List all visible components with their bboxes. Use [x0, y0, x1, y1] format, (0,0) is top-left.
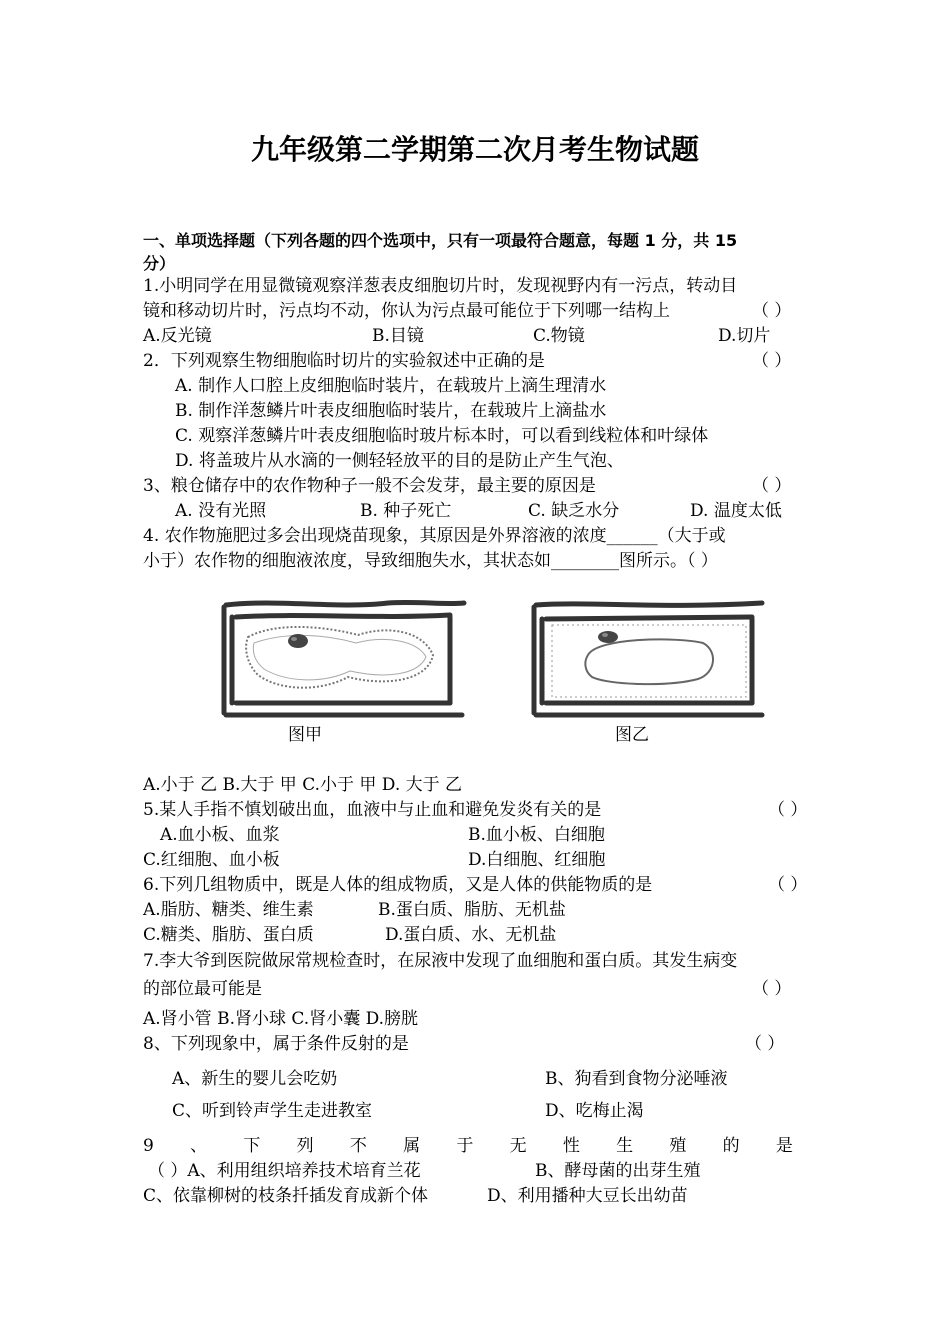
q8-option-d: D、吃梅止渴	[545, 1101, 644, 1121]
page-title: 九年级第二学期第二次月考生物试题	[250, 133, 699, 166]
q5-option-c: C.红细胞、血小板	[143, 850, 280, 870]
figure-label-right: 图乙	[615, 725, 649, 745]
q2-option-d: D. 将盖玻片从水滴的一侧轻轻放平的目的是防止产生气泡、	[175, 451, 624, 471]
q9-char: 是	[775, 1136, 793, 1156]
q2-option-b: B. 制作洋葱鳞片叶表皮细胞临时装片，在载玻片上滴盐水	[175, 401, 607, 421]
q2-option-c: C. 观察洋葱鳞片叶表皮细胞临时玻片标本时，可以看到线粒体和叶绿体	[175, 426, 709, 446]
figure-cell-plasmolysis-right	[528, 595, 768, 720]
q9-option-a: （ ）A、利用组织培养技术培育兰花	[148, 1161, 421, 1181]
q9-char: 不	[349, 1136, 367, 1156]
q8-option-a: A、新生的婴儿会吃奶	[172, 1069, 338, 1089]
q9-option-d: D、利用播种大豆长出幼苗	[487, 1186, 688, 1206]
q9-char: 的	[722, 1136, 740, 1156]
q9-char: 无	[509, 1136, 527, 1156]
q3-answer-bracket: （ ）	[752, 476, 792, 496]
q9-char: 9	[143, 1136, 154, 1156]
q1-stem-cont: 镜和移动切片时，污点均不动，你认为污点最可能位于下列哪一结构上	[143, 301, 670, 321]
q5-stem: 5.某人手指不慎划破出血，血液中与止血和避免发炎有关的是	[143, 800, 602, 820]
q1-stem: 1.小明同学在用显微镜观察洋葱表皮细胞切片时，发现视野内有一污点，转动目	[143, 276, 738, 296]
figure-cell-plasmolysis-left	[218, 595, 468, 720]
q4-stem-cont: 小于）农作物的细胞液浓度，导致细胞失水，其状态如________图所示。（ ）	[143, 551, 718, 571]
q6-option-d: D.蛋白质、水、无机盐	[385, 925, 557, 945]
q9-char: 列	[296, 1136, 314, 1156]
q2-option-a: A. 制作人口腔上皮细胞临时装片，在载玻片上滴生理清水	[175, 376, 607, 396]
q9-option-b: B、酵母菌的出芽生殖	[535, 1161, 701, 1181]
q1-option-d: D.切片	[718, 326, 771, 346]
q7-stem-cont: 的部位最可能是	[143, 979, 262, 999]
q5-option-a: A.血小板、血浆	[160, 825, 280, 845]
q9-option-c: C、依靠柳树的枝条扦插发育成新个体	[143, 1186, 429, 1206]
q1-option-a: A.反光镜	[143, 326, 212, 346]
q9-char: 生	[616, 1136, 634, 1156]
figure-label-left: 图甲	[288, 725, 322, 745]
q6-answer-bracket: （ ）	[768, 875, 808, 895]
q5-option-b: B.血小板、白细胞	[468, 825, 605, 845]
q4-options: A.小于 乙 B.大于 甲 C.小于 甲 D. 大于 乙	[143, 775, 463, 795]
q2-answer-bracket: （ ）	[752, 351, 792, 371]
q9-char: 下	[243, 1136, 261, 1156]
q7-answer-bracket: （ ）	[752, 979, 792, 999]
q8-option-b: B、狗看到食物分泌唾液	[545, 1069, 728, 1089]
q6-option-a: A.脂肪、糖类、维生素	[143, 900, 314, 920]
q1-option-b: B.目镜	[372, 326, 424, 346]
q9-char: 殖	[669, 1136, 687, 1156]
q8-answer-bracket: （ ）	[745, 1034, 785, 1054]
q7-options: A.肾小管 B.肾小球 C.肾小囊 D.膀胱	[143, 1009, 419, 1029]
q6-option-c: C.糖类、脂肪、蛋白质	[143, 925, 314, 945]
q3-option-c: C. 缺乏水分	[528, 501, 620, 521]
q3-option-d: D. 温度太低	[690, 501, 782, 521]
q1-answer-bracket: （ ）	[752, 301, 792, 321]
q9-stem	[143, 1135, 793, 1157]
q8-stem: 8、下列现象中，属于条件反射的是	[143, 1034, 409, 1054]
q2-stem: 2．下列观察生物细胞临时切片的实验叙述中正确的是	[143, 351, 545, 371]
q4-stem: 4. 农作物施肥过多会出现烧苗现象，其原因是外界溶液的浓度______（大于或	[143, 526, 726, 546]
q1-option-c: C.物镜	[533, 326, 585, 346]
q3-stem: 3、粮仓储存中的农作物种子一般不会发芽，最主要的原因是	[143, 476, 596, 496]
q9-char: 性	[562, 1136, 580, 1156]
q8-option-c: C、听到铃声学生走进教室	[172, 1101, 373, 1121]
q5-answer-bracket: （ ）	[768, 800, 808, 820]
q9-char: 属	[403, 1136, 421, 1156]
q6-option-b: B.蛋白质、脂肪、无机盐	[378, 900, 566, 920]
q9-char: 、	[190, 1136, 208, 1156]
q6-stem: 6.下列几组物质中，既是人体的组成物质，又是人体的供能物质的是	[143, 875, 653, 895]
section-heading: 一、单项选择题（下列各题的四个选项中，只有一项最符合题意，每题 1 分，共 15	[143, 231, 738, 250]
q5-option-d: D.白细胞、红细胞	[468, 850, 606, 870]
q7-stem: 7.李大爷到医院做尿常规检查时，在尿液中发现了血细胞和蛋白质。其发生病变	[143, 951, 738, 971]
section-heading-cont: 分）	[143, 254, 176, 273]
q3-option-a: A. 没有光照	[175, 501, 267, 521]
q3-option-b: B. 种子死亡	[360, 501, 452, 521]
q9-char: 于	[456, 1136, 474, 1156]
